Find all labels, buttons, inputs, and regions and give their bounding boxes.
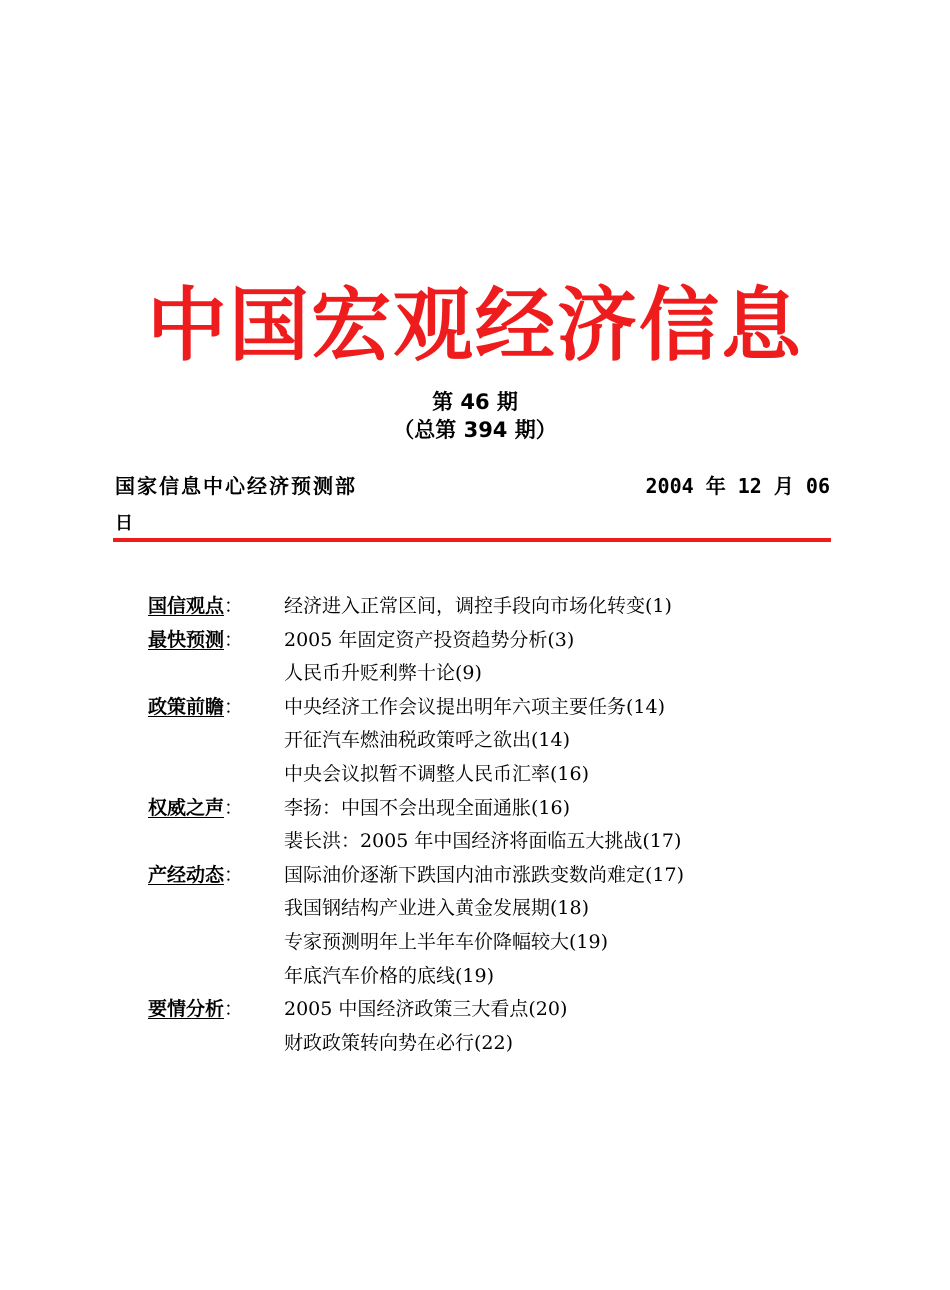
toc-section-name: 产经动态: [148, 863, 225, 886]
toc-entry: 国际油价逐渐下跌国内油市涨跌变数尚难定(17): [284, 863, 685, 886]
toc-row: [148, 590, 848, 624]
toc-section-name: 权威之声: [148, 796, 225, 819]
toc-row: [148, 657, 848, 691]
table-of-contents: [148, 590, 848, 1060]
toc-entry: 年底汽车价格的底线(19): [284, 964, 495, 987]
toc-entry: 2005 中国经济政策三大看点(20): [284, 998, 568, 1021]
toc-entry: 中央经济工作会议提出明年六项主要任务(14): [284, 695, 666, 718]
toc-section-colon: ：: [224, 863, 244, 886]
toc-row: [148, 724, 848, 758]
toc-entry: 人民币升贬利弊十论(9): [284, 662, 482, 685]
toc-row: [148, 892, 848, 926]
toc-section-colon: ：: [224, 998, 244, 1021]
publication-date-wrap: 日: [115, 513, 133, 534]
toc-entry: 裴长洪：2005 年中国经济将面临五大挑战(17): [284, 830, 682, 853]
toc-section-label: [148, 859, 243, 893]
toc-section-name: 政策前瞻: [148, 695, 225, 718]
toc-row: [148, 859, 848, 893]
toc-entry: 经济进入正常区间，调控手段向市场化转变(1): [284, 595, 672, 617]
total-issue-number: （总第 394 期）: [393, 418, 557, 442]
toc-section-name: 最快预测: [148, 628, 225, 651]
toc-section-colon: ：: [224, 796, 244, 819]
toc-row: [148, 792, 848, 826]
toc-row: [148, 825, 848, 859]
toc-row: [148, 993, 848, 1027]
toc-entry: 开征汽车燃油税政策呼之欲出(14): [284, 729, 571, 752]
toc-section-label: [148, 993, 243, 1027]
toc-section-label: [148, 792, 243, 826]
publication-date: 2004 年 12 月 06: [645, 474, 830, 498]
toc-row: [148, 1027, 848, 1061]
toc-section-label: [148, 691, 243, 725]
toc-entry: 2005 年固定资产投资趋势分析(3): [284, 628, 575, 651]
toc-entry: 中央会议拟暂不调整人民币汇率(16): [284, 762, 590, 785]
toc-section-colon: ：: [224, 695, 244, 718]
toc-section-colon: ：: [224, 595, 244, 617]
issue-number: 第 46 期: [432, 390, 518, 414]
toc-entry: 我国钢结构产业进入黄金发展期(18): [284, 897, 590, 920]
toc-section-colon: ：: [224, 628, 244, 651]
toc-section-label: [148, 590, 243, 624]
header-divider: [113, 538, 831, 542]
toc-row: [148, 926, 848, 960]
toc-row: [148, 960, 848, 994]
toc-section-name: 国信观点: [148, 595, 225, 617]
toc-entry: 专家预测明年上半年车价降幅较大(19): [284, 930, 609, 953]
toc-section-name: 要情分析: [148, 998, 225, 1021]
toc-section-label: [148, 624, 243, 658]
toc-entry: 财政政策转向势在必行(22): [284, 1031, 514, 1054]
toc-row: [148, 624, 848, 658]
publisher-name: 国家信息中心经济预测部: [115, 474, 357, 498]
publication-title: 中国宏观经济信息: [147, 279, 803, 372]
toc-row: [148, 758, 848, 792]
toc-entry: 李扬：中国不会出现全面通胀(16): [284, 796, 571, 819]
toc-row: [148, 691, 848, 725]
